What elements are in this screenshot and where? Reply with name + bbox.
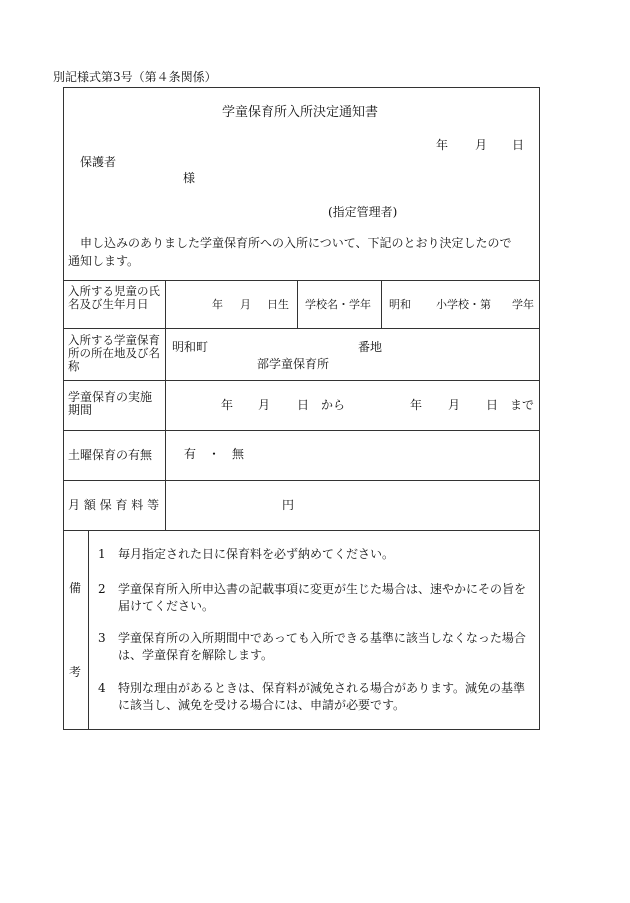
period-to-suffix: まで (510, 398, 535, 412)
rule-fee-top (63, 480, 540, 481)
period-from-suffix: から (321, 398, 346, 412)
school-grade-suffix: 学年 (512, 298, 534, 311)
rule-school-right (381, 280, 382, 328)
period-from-month: 月 (258, 398, 271, 412)
rule-period-top (63, 380, 540, 381)
rule-remarks-column (88, 530, 89, 730)
period-to-year: 年 (410, 398, 423, 412)
school-prefix: 明和 (389, 298, 411, 311)
intro-line-2: 通知します。 (68, 254, 140, 268)
remark-item (98, 581, 536, 615)
date-month: 月 (475, 138, 488, 152)
facility-name-suffix: 部学童保育所 (257, 357, 330, 371)
rule-child-top (63, 280, 540, 281)
period-from-year: 年 (221, 398, 234, 412)
remarks-label-bottom: 考 (69, 665, 82, 679)
saturday-row-label: 土曜保育の有無 (68, 448, 153, 462)
school-label: 学校名・学年 (305, 298, 371, 311)
birth-month: 月 (240, 298, 251, 311)
remark-number: 1 (98, 547, 106, 561)
fee-row-label: 月 額 保 育 料 等 (68, 498, 160, 512)
rule-label-column (165, 280, 166, 530)
form-reference: 別記様式第3号（第４条関係） (53, 70, 217, 84)
remarks-label-top: 備 (69, 581, 82, 595)
intro-line-1: 申し込みのありました学童保育所への入所について、下記のとおり決定したので (80, 236, 512, 250)
rule-facility-top (63, 328, 540, 329)
document-title: 学童保育所入所決定通知書 (222, 105, 379, 120)
school-name-suffix: 小学校・第 (436, 298, 491, 311)
period-to-month: 月 (448, 398, 461, 412)
remark-text: 学童保育所の入所期間中であっても入所できる基準に該当しなくなった場合は、学童保育を解除します。 (118, 631, 526, 662)
recipient-honorific: 様 (183, 171, 196, 185)
rule-saturday-top (63, 430, 540, 431)
facility-row-label: 入所する学童保育所の所在地及び名称 (68, 333, 160, 373)
remark-number: 3 (98, 631, 106, 645)
facility-banchi: 番地 (358, 340, 383, 354)
remark-number: 4 (98, 681, 106, 695)
remark-text: 特別な理由があるときは、保育料が減免される場合があります。減免の基準に該当し、減免を受ける場合には、申請が必要です。 (118, 681, 526, 712)
rule-school-left (297, 280, 298, 328)
remark-item (98, 630, 536, 664)
period-to-day: 日 (486, 398, 499, 412)
remark-item (98, 680, 536, 714)
remark-text: 学童保育所入所申込書の記載事項に変更が生じた場合は、速やかにその旨を届けてください。 (118, 582, 527, 613)
remark-text: 毎月指定された日に保育料を必ず納めてください。 (118, 547, 395, 561)
date-day: 日 (512, 138, 525, 152)
period-row-label: 学童保育の実施期間 (68, 390, 153, 417)
fee-unit: 円 (282, 498, 295, 512)
facility-town: 明和町 (172, 340, 209, 354)
sender-label: (指定管理者) (328, 205, 398, 219)
date-year: 年 (436, 138, 449, 152)
remark-item (98, 546, 536, 563)
rule-remarks-top (63, 530, 540, 531)
recipient-label: 保護者 (80, 155, 117, 169)
remark-number: 2 (98, 582, 106, 596)
saturday-options: 有 ・ 無 (184, 447, 245, 461)
birth-day-suffix: 日生 (267, 298, 289, 311)
child-row-label: 入所する児童の氏名及び生年月日 (68, 284, 160, 311)
period-from-day: 日 (297, 398, 310, 412)
birth-year: 年 (212, 298, 223, 311)
